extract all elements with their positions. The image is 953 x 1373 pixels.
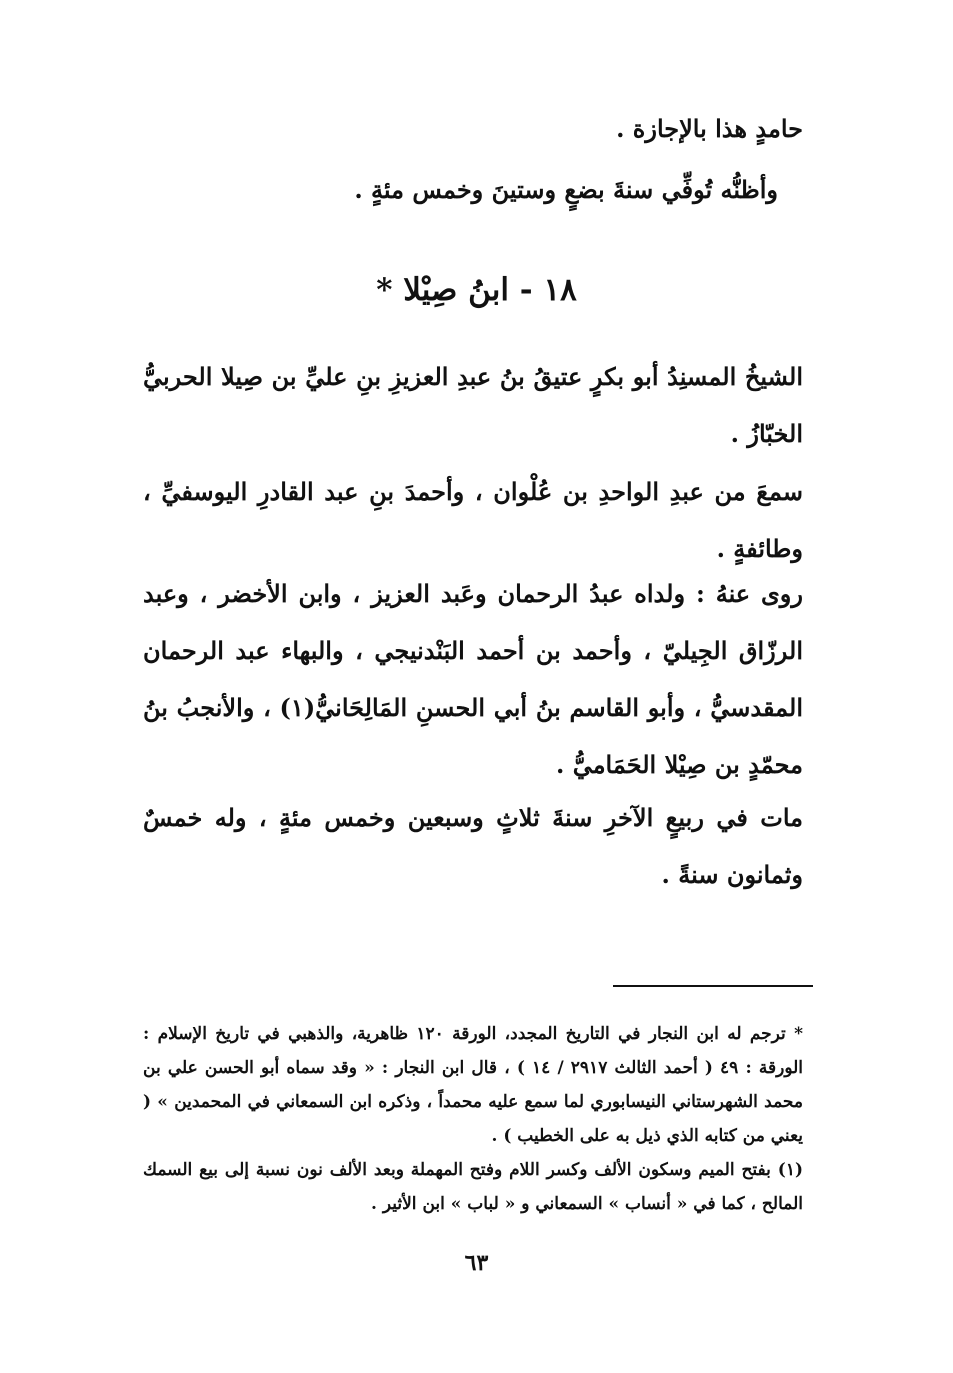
paragraph-death: مات في ربيعٍ الآخرِ سنةَ ثلاثٍ وسبعين وخمس مئةٍ ، وله خمسٌ وثمانون سنةً . xyxy=(143,803,803,889)
paragraph-name: الشيخُ المسنِدُ أبو بكرٍ عتيقُ بنُ عبدِ العزيزِ بنِ عليِّ بن صِيلا الحربيُّ الخبّازُ . xyxy=(143,362,803,448)
death-year-line: وأظنُّه تُوفِّي سنةَ بضعٍ وستينَ وخمس مئةٍ . xyxy=(354,175,778,204)
footnote-1: (١) بفتح الميم وسكون الألف وكسر اللام وفتح المهملة وبعد الألف نون نسبة إلى بيع السمك المالح ، كما في « أنساب » السمعاني و « لباب » ابن الأثير . xyxy=(143,1160,803,1214)
paragraph-narrators: روى عنهُ : ولداه عبدُ الرحمان وعَبد العزيز ، وابن الأخضر ، وعبد الرزّاق الجِيليّ ، وأحمد بن أحمد البَنْدنيجي ، والبهاء عبد الرحمان المقدسيُّ ، وأبو القاسم بنُ أبي الحسنِ المَالِحَانيُّ(١) ، والأنجبُ بنُ محمّدٍ بن صِيْلا الحَمَاميُّ . xyxy=(143,579,803,779)
footnote-separator xyxy=(613,985,813,987)
continued-text-line: حامدٍ هذا بالإجازة . xyxy=(616,114,803,143)
page-number: ٦٣ xyxy=(464,1250,489,1276)
entry-heading: ١٨ - ابنُ صِيْلا * xyxy=(376,272,577,308)
paragraph-heard-from: سمعَ من عبدِ الواحدِ بن عُلْوان ، وأحمدَ بنِ عبد القادرِ اليوسفيِّ ، وطائفةٍ . xyxy=(143,477,803,563)
footnote-source: * ترجم له ابن النجار في التاريخ المجدد، الورقة ١٢٠ ظاهرية، والذهبي في تاريخ الإسلام : الورقة : ٤٩ ( أحمد الثالث ٢٩١٧ / ١٤ ) ، قال ابن النجار : « وقد سماه أبو الحسن علي بن محمد الشهرستاني النيسابوري لما سمع عليه محمداً ، وذكره ابن السمعاني في المحمدين » ( يعني من كتابه الذي ذيل به على الخطيب ) . xyxy=(143,1024,803,1146)
